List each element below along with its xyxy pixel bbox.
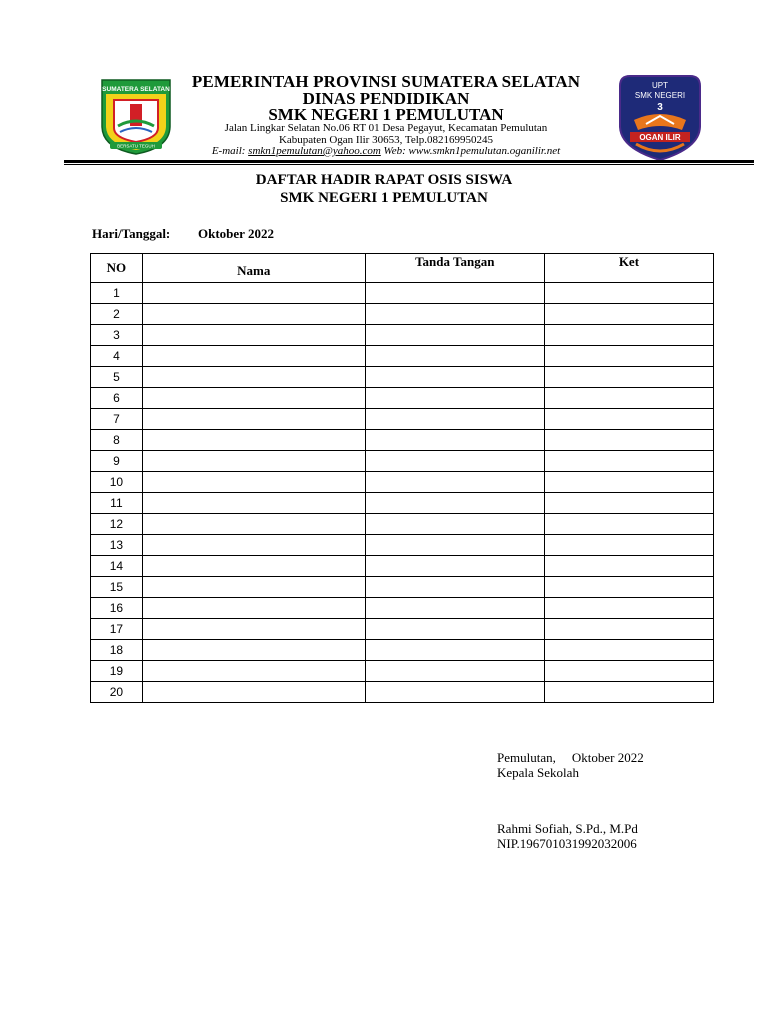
email-label: E-mail: xyxy=(211,145,246,157)
signature-role: Kepala Sekolah xyxy=(497,765,579,780)
ket-cell xyxy=(544,430,713,451)
date-value: Oktober 2022 xyxy=(198,226,274,241)
name-cell xyxy=(142,598,365,619)
signature-name: Rahmi Sofiah, S.Pd., M.Pd xyxy=(497,821,638,836)
row-number: 3 xyxy=(91,325,143,346)
logo-left-top-text: SUMATERA SELATAN xyxy=(102,86,170,93)
name-cell xyxy=(142,304,365,325)
ket-cell xyxy=(544,661,713,682)
name-cell xyxy=(142,283,365,304)
table-row xyxy=(91,346,714,367)
table-row xyxy=(91,640,714,661)
signature-cell xyxy=(365,346,544,367)
ket-cell xyxy=(544,556,713,577)
smk-negeri-3-logo xyxy=(616,72,704,162)
table-row xyxy=(91,304,714,325)
signature-cell xyxy=(365,451,544,472)
table-row xyxy=(91,493,714,514)
web-link[interactable]: www.smkn1pemulutan.oganilir.net xyxy=(408,145,561,157)
ket-cell xyxy=(544,535,713,556)
table-row xyxy=(91,535,714,556)
kop-contact-line xyxy=(182,145,590,157)
table-row xyxy=(91,283,714,304)
signature-cell xyxy=(365,577,544,598)
row-number: 7 xyxy=(91,409,143,430)
document-title: DAFTAR HADIR RAPAT OSIS SISWA xyxy=(255,172,513,188)
signature-cell xyxy=(365,283,544,304)
row-number: 20 xyxy=(91,682,143,703)
row-number: 14 xyxy=(91,556,143,577)
name-cell xyxy=(142,556,365,577)
ket-cell xyxy=(544,304,713,325)
logo-right-line1: UPT xyxy=(652,81,668,90)
letterhead-rule-thick xyxy=(64,160,754,163)
name-cell xyxy=(142,661,365,682)
kop-dinas: DINAS PENDIDIKAN xyxy=(302,89,470,108)
date-label: Hari/Tanggal: xyxy=(92,226,171,241)
signature-cell xyxy=(365,682,544,703)
name-cell xyxy=(142,514,365,535)
name-cell xyxy=(142,409,365,430)
signature-cell xyxy=(365,598,544,619)
signature-cell xyxy=(365,661,544,682)
name-cell xyxy=(142,367,365,388)
header-nama: Nama xyxy=(142,254,365,283)
signature-cell xyxy=(365,388,544,409)
ket-cell xyxy=(544,472,713,493)
ket-cell xyxy=(544,283,713,304)
ket-cell xyxy=(544,577,713,598)
kop-pemerintah: PEMERINTAH PROVINSI SUMATERA SELATAN xyxy=(191,72,581,91)
name-cell xyxy=(142,682,365,703)
signature-cell xyxy=(365,304,544,325)
ket-cell xyxy=(544,367,713,388)
logo-right-line4: OGAN ILIR xyxy=(639,133,681,142)
signature-cell xyxy=(365,472,544,493)
signature-place-date xyxy=(497,750,644,766)
logo-right-line3: 3 xyxy=(657,102,663,113)
ket-cell xyxy=(544,514,713,535)
ket-cell xyxy=(544,388,713,409)
signature-cell xyxy=(365,556,544,577)
name-cell xyxy=(142,640,365,661)
row-number: 19 xyxy=(91,661,143,682)
row-number: 2 xyxy=(91,304,143,325)
table-row xyxy=(91,367,714,388)
table-row xyxy=(91,430,714,451)
web-label: Web: xyxy=(383,145,406,157)
ket-cell xyxy=(544,325,713,346)
header-tanda-tangan: Tanda Tangan xyxy=(365,254,544,283)
signature-cell xyxy=(365,514,544,535)
row-number: 4 xyxy=(91,346,143,367)
document-subtitle: SMK NEGERI 1 PEMULUTAN xyxy=(280,190,488,206)
sumatera-selatan-logo xyxy=(96,76,176,156)
table-row xyxy=(91,325,714,346)
row-number: 13 xyxy=(91,535,143,556)
table-row xyxy=(91,619,714,640)
name-cell xyxy=(142,451,365,472)
table-row xyxy=(91,682,714,703)
name-cell xyxy=(142,346,365,367)
signature-cell xyxy=(365,367,544,388)
header-ket: Ket xyxy=(544,254,713,283)
ket-cell xyxy=(544,451,713,472)
signature-cell xyxy=(365,535,544,556)
row-number: 18 xyxy=(91,640,143,661)
ket-cell xyxy=(544,640,713,661)
signature-cell xyxy=(365,619,544,640)
name-cell xyxy=(142,388,365,409)
row-number: 10 xyxy=(91,472,143,493)
name-cell xyxy=(142,493,365,514)
table-row xyxy=(91,514,714,535)
table-row xyxy=(91,598,714,619)
header-no: NO xyxy=(91,254,143,283)
attendance-table-body xyxy=(91,283,714,703)
table-row xyxy=(91,472,714,493)
table-row xyxy=(91,388,714,409)
row-number: 8 xyxy=(91,430,143,451)
attendance-table xyxy=(90,253,714,703)
table-row xyxy=(91,409,714,430)
row-number: 1 xyxy=(91,283,143,304)
signature-cell xyxy=(365,640,544,661)
kop-address-line2: Kabupaten Ogan Ilir 30653, Telp.082169950245 xyxy=(278,134,494,146)
row-number: 9 xyxy=(91,451,143,472)
name-cell xyxy=(142,535,365,556)
table-row xyxy=(91,577,714,598)
kop-sekolah: SMK NEGERI 1 PEMULUTAN xyxy=(268,105,504,124)
logo-right-line2: SMK NEGERI xyxy=(634,91,686,100)
row-number: 12 xyxy=(91,514,143,535)
name-cell xyxy=(142,325,365,346)
kop-address-line1: Jalan Lingkar Selatan No.06 RT 01 Desa Pegayut, Kecamatan Pemulutan xyxy=(224,122,548,134)
name-cell xyxy=(142,619,365,640)
row-number: 5 xyxy=(91,367,143,388)
row-number: 11 xyxy=(91,493,143,514)
signature-cell xyxy=(365,409,544,430)
signature-month: Oktober 2022 xyxy=(571,750,644,765)
ket-cell xyxy=(544,682,713,703)
table-row xyxy=(91,661,714,682)
row-number: 15 xyxy=(91,577,143,598)
ket-cell xyxy=(544,346,713,367)
signature-nip: NIP.196701031992032006 xyxy=(497,836,637,851)
table-header-row xyxy=(91,254,714,283)
table-row xyxy=(91,556,714,577)
email-link[interactable]: smkn1pemulutan@yahoo.com xyxy=(248,145,381,157)
logo-left-bottom-text: BERSATU TEGUH xyxy=(117,143,155,149)
ket-cell xyxy=(544,598,713,619)
signature-place: Pemulutan, xyxy=(497,750,556,765)
name-cell xyxy=(142,472,365,493)
name-cell xyxy=(142,430,365,451)
row-number: 16 xyxy=(91,598,143,619)
table-row xyxy=(91,451,714,472)
signature-cell xyxy=(365,493,544,514)
name-cell xyxy=(142,577,365,598)
ket-cell xyxy=(544,493,713,514)
row-number: 6 xyxy=(91,388,143,409)
ket-cell xyxy=(544,619,713,640)
letterhead-rule-thin xyxy=(64,164,754,165)
signature-cell xyxy=(365,325,544,346)
ket-cell xyxy=(544,409,713,430)
signature-cell xyxy=(365,430,544,451)
row-number: 17 xyxy=(91,619,143,640)
